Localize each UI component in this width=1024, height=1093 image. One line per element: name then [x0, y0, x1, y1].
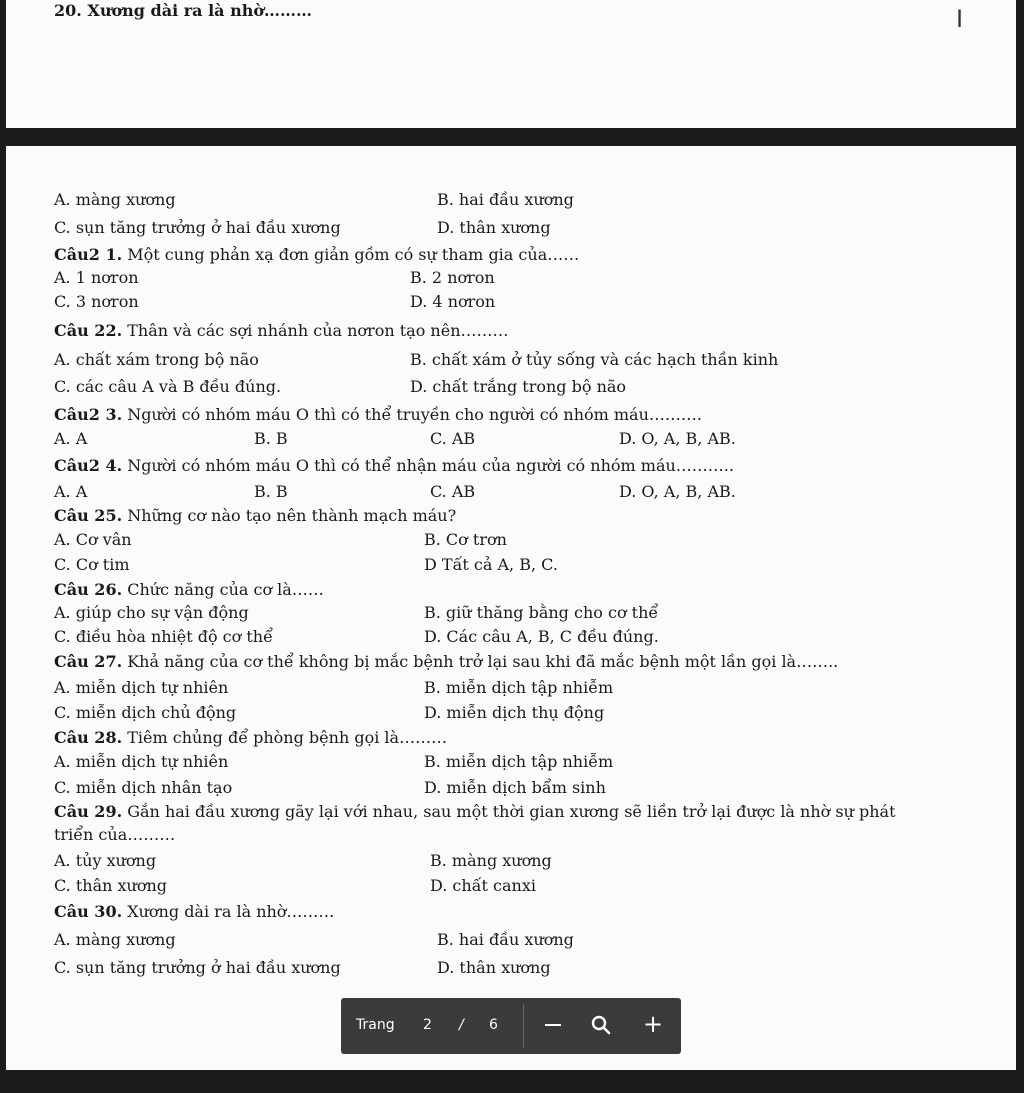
option: D. chất canxi: [430, 876, 536, 895]
question-number: Câu 28.: [54, 728, 123, 747]
page-top-fragment: [6, 0, 1016, 128]
option: D Tất cả A, B, C.: [424, 555, 558, 574]
option: A. A: [54, 429, 88, 448]
question-number: Câu 27.: [54, 652, 123, 671]
question-title: [54, 580, 324, 600]
current-page-input[interactable]: 2: [423, 1017, 432, 1033]
question-number: Câu 25.: [54, 506, 123, 525]
question-number: Câu2 3.: [54, 405, 123, 424]
option: B. hai đầu xương: [437, 930, 574, 949]
option: A. miễn dịch tự nhiên: [54, 678, 229, 697]
option: B. 2 nơron: [410, 268, 495, 287]
question-text: Một cung phản xạ đơn giản gồm có sự tham gia của……: [122, 245, 580, 264]
zoom-icon[interactable]: [591, 1015, 611, 1035]
option: D. chất trắng trong bộ não: [410, 377, 627, 396]
minus-icon[interactable]: [545, 1024, 561, 1026]
option: C. miễn dịch chủ động: [54, 703, 237, 722]
question-number: Câu 29.: [54, 802, 123, 821]
option: B. miễn dịch tập nhiễm: [424, 752, 614, 771]
question-title: [54, 902, 334, 922]
question-title: [54, 405, 702, 425]
total-pages: 6: [489, 1017, 498, 1033]
option: A. A: [54, 482, 88, 501]
zoom-icon-glyph: [591, 1015, 611, 1035]
option: D. miễn dịch thụ động: [424, 703, 605, 722]
page-label: Trang: [356, 1017, 395, 1033]
question-title: [54, 652, 838, 672]
option: D. thân xương: [437, 958, 551, 977]
question-title: [54, 321, 509, 341]
question-title: [54, 802, 896, 822]
option: A. Cơ vân: [54, 530, 132, 549]
question-number: Câu 26.: [54, 580, 123, 599]
question-number: Câu 30.: [54, 902, 123, 921]
question-title: [54, 245, 579, 265]
option: C. miễn dịch nhân tạo: [54, 778, 233, 797]
option: C. 3 nơron: [54, 292, 139, 311]
option: B. hai đầu xương: [437, 190, 574, 209]
option: A. màng xương: [54, 190, 176, 209]
question-text-continued: triển của………: [54, 825, 176, 844]
option: C. Cơ tim: [54, 555, 130, 574]
toolbar-divider: [523, 1004, 524, 1048]
option: B. Cơ trơn: [424, 530, 507, 549]
option: C. điều hòa nhiệt độ cơ thể: [54, 627, 273, 646]
question-text: Người có nhóm máu O thì có thể nhận máu của người có nhóm máu………..: [122, 456, 734, 475]
option: B. màng xương: [430, 851, 552, 870]
question-text: Khả năng của cơ thể không bị mắc bệnh trở lại sau khi đã mắc bệnh một lần gọi là……..: [122, 652, 839, 671]
option: B. miễn dịch tập nhiễm: [424, 678, 614, 697]
option: B. B: [254, 429, 288, 448]
option: C. sụn tăng trưởng ở hai đầu xương: [54, 218, 341, 237]
option: A. 1 nơron: [54, 268, 139, 287]
option: C. sụn tăng trưởng ở hai đầu xương: [54, 958, 341, 977]
question-title: [54, 728, 447, 748]
option: B. giữ thăng bằng cho cơ thể: [424, 603, 659, 622]
option: C. AB: [430, 482, 476, 501]
option: D. 4 nơron: [410, 292, 496, 311]
text-cursor-icon: I: [956, 5, 964, 33]
option: D. O, A, B, AB.: [619, 482, 736, 501]
option: C. các câu A và B đều đúng.: [54, 377, 282, 396]
option: A. tủy xương: [54, 851, 157, 870]
option: A. giúp cho sự vận động: [54, 603, 249, 622]
question-number: Câu2 1.: [54, 245, 123, 264]
option: B. chất xám ở tủy sống và các hạch thần kinh: [410, 350, 779, 369]
option: C. thân xương: [54, 876, 168, 895]
question-title: [54, 456, 734, 476]
option: D. Các câu A, B, C đều đúng.: [424, 627, 659, 646]
question-text: Người có nhóm máu O thì có thể truyền cho người có nhóm máu……….: [122, 405, 702, 424]
option: D. miễn dịch bẩm sinh: [424, 778, 606, 797]
question-title: [54, 506, 456, 526]
question-text: Thân và các sợi nhánh của nơron tạo nên………: [122, 321, 509, 340]
question-text: Xương dài ra là nhờ………: [122, 902, 335, 921]
top-question-text: 20. Xương dài ra là nhờ………: [54, 1, 313, 20]
document-page: [6, 146, 1016, 1070]
question-text: Chức năng của cơ là……: [122, 580, 324, 599]
option: C. AB: [430, 429, 476, 448]
page-separator: /: [459, 1017, 464, 1033]
option: B. B: [254, 482, 288, 501]
option: A. chất xám trong bộ não: [54, 350, 259, 369]
question-number: Câu2 4.: [54, 456, 123, 475]
question-number: Câu 22.: [54, 321, 123, 340]
page-toolbar: [341, 998, 681, 1054]
option: A. màng xương: [54, 930, 176, 949]
question-text: Tiêm chủng để phòng bệnh gọi là………: [122, 728, 448, 747]
plus-icon[interactable]: +: [643, 1010, 664, 1038]
question-text: Những cơ nào tạo nên thành mạch máu?: [122, 506, 457, 525]
option: A. miễn dịch tự nhiên: [54, 752, 229, 771]
question-text: Gắn hai đầu xương gãy lại với nhau, sau một thời gian xương sẽ liền trở lại được là nhờ sự phát: [122, 802, 896, 821]
option: D. O, A, B, AB.: [619, 429, 736, 448]
option: D. thân xương: [437, 218, 551, 237]
